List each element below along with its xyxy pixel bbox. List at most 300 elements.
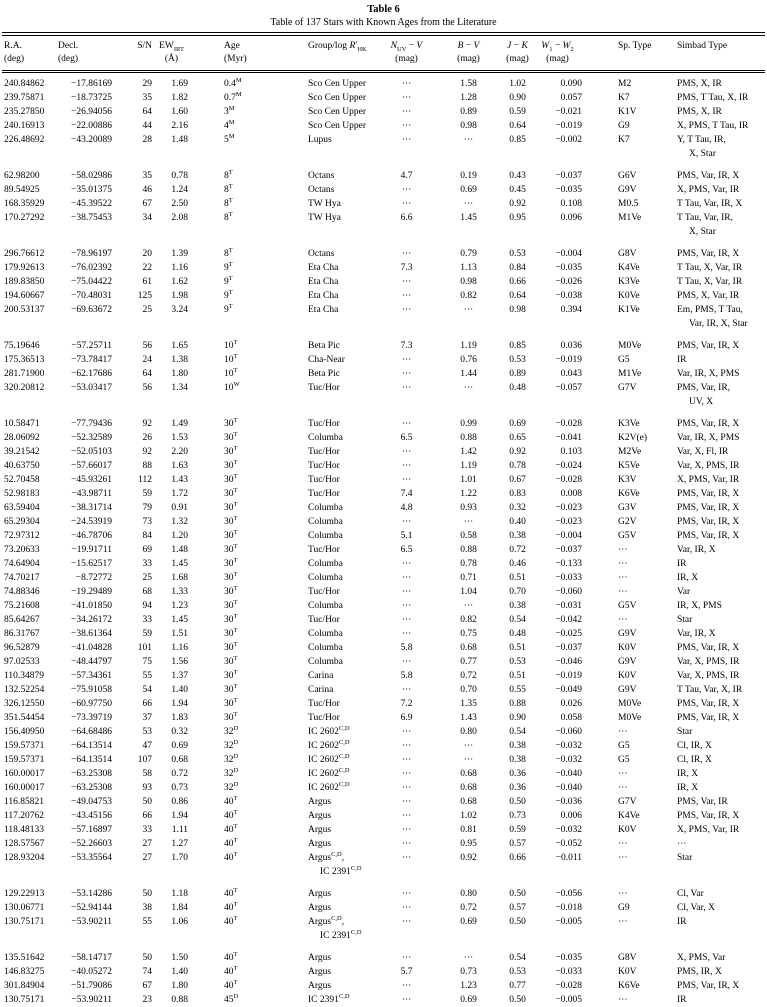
table-row (2, 367, 765, 381)
ew-irt-cell: 0.72 (154, 767, 190, 781)
ra-cell: 10.58471 (2, 417, 54, 431)
decl-cell: −18.73725 (54, 91, 114, 105)
table-row (2, 105, 765, 119)
age-cell: $8^T$ (190, 211, 254, 247)
ra-cell: 160.00017 (2, 781, 54, 795)
group-cell: Sco Cen Upper (254, 72, 372, 92)
nuv-v-cell: ⋯ (372, 851, 428, 887)
sn-cell: 34 (114, 211, 154, 247)
j-k-cell: 0.66 (484, 275, 532, 289)
col-header-decl: Decl. (deg) (54, 36, 114, 72)
w1-w2-cell: −0.005 (532, 993, 594, 1007)
b-v-cell: 1.58 (428, 72, 484, 92)
decl-cell: −75.91058 (54, 683, 114, 697)
ew-irt-cell: 1.60 (154, 105, 190, 119)
table-row (2, 739, 765, 753)
sp-type-cell: G9V (594, 183, 654, 197)
table-row (2, 711, 765, 725)
ra-cell: 159.57371 (2, 739, 54, 753)
ew-irt-cell: 1.50 (154, 951, 190, 965)
group-cell: Octans (254, 247, 372, 261)
sp-type-cell: G7V (594, 381, 654, 417)
sn-cell: 46 (114, 183, 154, 197)
decl-cell: −53.90211 (54, 915, 114, 951)
b-v-cell: 0.93 (428, 501, 484, 515)
group-cell: Tuc/Hor (254, 697, 372, 711)
decl-cell: −22.00886 (54, 119, 114, 133)
ra-cell: 97.02533 (2, 655, 54, 669)
j-k-cell: 0.54 (484, 613, 532, 627)
w1-w2-cell: −0.057 (532, 381, 594, 417)
group-cell: Sco Cen Upper (254, 91, 372, 105)
decl-cell: −57.16897 (54, 823, 114, 837)
j-k-cell: 0.36 (484, 767, 532, 781)
j-k-cell: 0.48 (484, 627, 532, 641)
j-k-cell: 0.88 (484, 697, 532, 711)
b-v-cell: 1.45 (428, 211, 484, 247)
nuv-v-cell: ⋯ (372, 837, 428, 851)
nuv-v-cell: 5.7 (372, 965, 428, 979)
j-k-cell: 0.84 (484, 261, 532, 275)
sn-cell: 74 (114, 965, 154, 979)
group-cell: TW Hya (254, 211, 372, 247)
sp-type-cell: G2V (594, 515, 654, 529)
simbad-type-cell: IR, X (654, 781, 765, 795)
ew-irt-cell: 1.40 (154, 965, 190, 979)
w1-w2-cell: −0.060 (532, 585, 594, 599)
group-cell: Cha-Near (254, 353, 372, 367)
table-row (2, 275, 765, 289)
table-row (2, 529, 765, 543)
sn-cell: 56 (114, 381, 154, 417)
decl-cell: −75.04422 (54, 275, 114, 289)
nuv-v-cell: 6.6 (372, 211, 428, 247)
j-k-cell: 0.78 (484, 459, 532, 473)
j-k-cell: 1.02 (484, 72, 532, 92)
age-cell: $8^T$ (190, 169, 254, 183)
nuv-v-cell: ⋯ (372, 823, 428, 837)
sp-type-cell: K0Ve (594, 289, 654, 303)
simbad-type-cell: IR (654, 557, 765, 571)
b-v-cell: 1.43 (428, 711, 484, 725)
sp-type-cell: K3Ve (594, 417, 654, 431)
w1-w2-cell: −0.018 (532, 901, 594, 915)
b-v-cell: 0.92 (428, 851, 484, 887)
group-cell: Argus (254, 837, 372, 851)
nuv-v-cell: 6.5 (372, 431, 428, 445)
j-k-cell: 0.92 (484, 445, 532, 459)
b-v-cell: ⋯ (428, 739, 484, 753)
decl-cell: −15.62517 (54, 557, 114, 571)
w1-w2-cell: 0.090 (532, 72, 594, 92)
b-v-cell: 0.68 (428, 641, 484, 655)
table-row (2, 72, 765, 92)
simbad-type-cell: Cl, Var, X (654, 901, 765, 915)
j-k-cell: 0.89 (484, 367, 532, 381)
decl-cell: −57.66017 (54, 459, 114, 473)
ew-irt-cell: 1.98 (154, 289, 190, 303)
ra-cell: 128.93204 (2, 851, 54, 887)
age-cell: $30^T$ (190, 711, 254, 725)
simbad-type-cell: PMS, Var, IR, X (654, 529, 765, 543)
decl-cell: −43.45156 (54, 809, 114, 823)
sn-cell: 35 (114, 169, 154, 183)
sp-type-cell: G9 (594, 901, 654, 915)
age-cell: $32^D$ (190, 739, 254, 753)
decl-cell: −63.25308 (54, 781, 114, 795)
table-row (2, 197, 765, 211)
age-cell: $32^D$ (190, 767, 254, 781)
decl-cell: −48.44797 (54, 655, 114, 669)
sn-cell: 38 (114, 901, 154, 915)
ew-irt-cell: 1.83 (154, 711, 190, 725)
simbad-type-cell: PMS, Var, IR (654, 795, 765, 809)
nuv-v-cell: 5.8 (372, 669, 428, 683)
decl-cell: −38.75453 (54, 211, 114, 247)
nuv-v-cell: 6.9 (372, 711, 428, 725)
j-k-cell: 0.90 (484, 711, 532, 725)
sn-cell: 37 (114, 711, 154, 725)
sn-cell: 55 (114, 915, 154, 951)
simbad-type-cell: PMS, Var, IR, X (654, 247, 765, 261)
decl-cell: −40.05272 (54, 965, 114, 979)
w1-w2-cell: −0.133 (532, 557, 594, 571)
decl-cell: −38.61364 (54, 627, 114, 641)
group-cell: Argus$^{C,D}$, IC $2391^{C,D}$ (254, 851, 372, 887)
simbad-type-cell: IR (654, 353, 765, 367)
b-v-cell: 0.68 (428, 781, 484, 795)
sn-cell: 84 (114, 529, 154, 543)
table-row (2, 261, 765, 275)
group-cell: Octans (254, 183, 372, 197)
b-v-cell: 0.99 (428, 417, 484, 431)
w1-w2-cell: −0.025 (532, 627, 594, 641)
age-cell: $30^T$ (190, 571, 254, 585)
j-k-cell: 0.54 (484, 725, 532, 739)
age-cell: $9^T$ (190, 261, 254, 275)
j-k-cell: 0.95 (484, 211, 532, 247)
sn-cell: 66 (114, 697, 154, 711)
simbad-type-cell: PMS, T Tau, X, IR (654, 91, 765, 105)
table-row (2, 119, 765, 133)
sp-type-cell: K4Ve (594, 809, 654, 823)
j-k-cell: 0.38 (484, 753, 532, 767)
table-row (2, 599, 765, 613)
sp-type-cell: M0Ve (594, 697, 654, 711)
w1-w2-cell: −0.023 (532, 501, 594, 515)
j-k-cell: 0.45 (484, 183, 532, 197)
ew-irt-cell: 1.62 (154, 275, 190, 289)
sp-type-cell: K0V (594, 641, 654, 655)
group-cell: Tuc/Hor (254, 585, 372, 599)
simbad-type-cell: PMS, IR, X (654, 965, 765, 979)
header-row (2, 36, 765, 72)
b-v-cell: 0.82 (428, 289, 484, 303)
w1-w2-cell: −0.026 (532, 275, 594, 289)
age-cell: $40^T$ (190, 795, 254, 809)
w1-w2-cell: −0.004 (532, 529, 594, 543)
b-v-cell: 0.19 (428, 169, 484, 183)
table-row (2, 627, 765, 641)
stars-table (2, 36, 765, 1007)
simbad-type-cell: Var, IR, X (654, 543, 765, 557)
w1-w2-cell: 0.043 (532, 367, 594, 381)
age-cell: $30^T$ (190, 417, 254, 431)
col-header-group: Group/log $R'_{HK}$ (254, 36, 372, 72)
age-cell: $30^T$ (190, 515, 254, 529)
sp-type-cell: ⋯ (594, 725, 654, 739)
ra-cell: 117.20762 (2, 809, 54, 823)
decl-cell: −41.01850 (54, 599, 114, 613)
decl-cell: −52.94144 (54, 901, 114, 915)
group-cell: Argus (254, 979, 372, 993)
w1-w2-cell: −0.028 (532, 473, 594, 487)
w1-w2-cell: 0.008 (532, 487, 594, 501)
b-v-cell: 0.71 (428, 571, 484, 585)
age-cell: $32^D$ (190, 753, 254, 767)
ra-cell: 135.51642 (2, 951, 54, 965)
w1-w2-cell: 0.058 (532, 711, 594, 725)
age-cell: $30^T$ (190, 613, 254, 627)
sp-type-cell: M1Ve (594, 211, 654, 247)
ra-cell: 189.83850 (2, 275, 54, 289)
ra-cell: 159.57371 (2, 753, 54, 767)
simbad-type-cell: PMS, Var, IR, X (654, 501, 765, 515)
sp-type-cell: K4Ve (594, 261, 654, 275)
simbad-type-cell: IR, X (654, 571, 765, 585)
w1-w2-cell: 0.036 (532, 339, 594, 353)
nuv-v-cell: ⋯ (372, 809, 428, 823)
simbad-type-cell: PMS, Var, IR, UV, X (654, 381, 765, 417)
decl-cell: −52.05103 (54, 445, 114, 459)
ra-cell: 226.48692 (2, 133, 54, 169)
w1-w2-cell: 0.057 (532, 91, 594, 105)
ra-cell: 86.31767 (2, 627, 54, 641)
simbad-type-cell: X, PMS, Var (654, 951, 765, 965)
sn-cell: 55 (114, 669, 154, 683)
simbad-type-cell: X, PMS, T Tau, IR (654, 119, 765, 133)
sn-cell: 25 (114, 303, 154, 339)
age-cell: $30^T$ (190, 655, 254, 669)
age-cell: $4^M$ (190, 119, 254, 133)
age-cell: $30^T$ (190, 529, 254, 543)
j-k-cell: 0.50 (484, 887, 532, 901)
j-k-cell: 0.65 (484, 431, 532, 445)
ra-cell: 74.88346 (2, 585, 54, 599)
decl-cell: −62.17686 (54, 367, 114, 381)
sp-type-cell: G9V (594, 627, 654, 641)
nuv-v-cell: ⋯ (372, 599, 428, 613)
sn-cell: 50 (114, 795, 154, 809)
age-cell: $40^T$ (190, 965, 254, 979)
nuv-v-cell: ⋯ (372, 683, 428, 697)
group-cell: Columba (254, 599, 372, 613)
simbad-type-cell: ⋯ (654, 837, 765, 851)
w1-w2-cell: 0.108 (532, 197, 594, 211)
w1-w2-cell: −0.035 (532, 261, 594, 275)
table-row (2, 91, 765, 105)
col-header-sn: S/N (114, 36, 154, 72)
w1-w2-cell: −0.056 (532, 887, 594, 901)
w1-w2-cell: −0.037 (532, 169, 594, 183)
sp-type-cell: M0Ve (594, 339, 654, 353)
decl-cell: −26.94056 (54, 105, 114, 119)
nuv-v-cell: 4.8 (372, 501, 428, 515)
sp-type-cell: K6Ve (594, 487, 654, 501)
nuv-v-cell: 7.2 (372, 697, 428, 711)
table-row (2, 697, 765, 711)
nuv-v-cell: 5.8 (372, 641, 428, 655)
j-k-cell: 0.69 (484, 417, 532, 431)
w1-w2-cell: −0.032 (532, 753, 594, 767)
table-row (2, 725, 765, 739)
table-row (2, 901, 765, 915)
group-cell: Argus (254, 887, 372, 901)
ra-cell: 62.98200 (2, 169, 54, 183)
ew-irt-cell: 1.70 (154, 851, 190, 887)
b-v-cell: 0.80 (428, 725, 484, 739)
table-row (2, 417, 765, 431)
sp-type-cell: ⋯ (594, 585, 654, 599)
decl-cell: −52.26603 (54, 837, 114, 851)
w1-w2-cell: −0.033 (532, 571, 594, 585)
sp-type-cell: ⋯ (594, 887, 654, 901)
nuv-v-cell: ⋯ (372, 979, 428, 993)
group-cell: Beta Pic (254, 339, 372, 353)
w1-w2-cell: −0.019 (532, 353, 594, 367)
simbad-type-cell: IR, X (654, 767, 765, 781)
decl-cell: −64.13514 (54, 739, 114, 753)
b-v-cell: 1.19 (428, 339, 484, 353)
age-cell: $3^M$ (190, 105, 254, 119)
sn-cell: 28 (114, 133, 154, 169)
ra-cell: 96.52879 (2, 641, 54, 655)
nuv-v-cell: 5.1 (372, 529, 428, 543)
ew-irt-cell: 1.33 (154, 585, 190, 599)
ew-irt-cell: 1.65 (154, 339, 190, 353)
ew-irt-cell: 1.18 (154, 887, 190, 901)
j-k-cell: 0.53 (484, 247, 532, 261)
sn-cell: 94 (114, 599, 154, 613)
table-row (2, 133, 765, 169)
j-k-cell: 0.43 (484, 169, 532, 183)
w1-w2-cell: 0.394 (532, 303, 594, 339)
table-row (2, 303, 765, 339)
age-cell: $10^W$ (190, 381, 254, 417)
group-cell: Tuc/Hor (254, 445, 372, 459)
sp-type-cell: K3Ve (594, 275, 654, 289)
ew-irt-cell: 1.38 (154, 353, 190, 367)
b-v-cell: 0.68 (428, 767, 484, 781)
age-cell: $40^T$ (190, 851, 254, 887)
w1-w2-cell: −0.035 (532, 183, 594, 197)
decl-cell: −64.68486 (54, 725, 114, 739)
col-header-nuv-v: $N_{UV} - V$ (mag) (372, 36, 428, 72)
sp-type-cell: ⋯ (594, 557, 654, 571)
age-cell: $9^T$ (190, 275, 254, 289)
simbad-type-cell: Var, X, Fl, IR (654, 445, 765, 459)
sp-type-cell: G5 (594, 753, 654, 767)
nuv-v-cell: ⋯ (372, 289, 428, 303)
ew-irt-cell: 1.16 (154, 641, 190, 655)
b-v-cell: 0.77 (428, 655, 484, 669)
sn-cell: 67 (114, 197, 154, 211)
sn-cell: 92 (114, 445, 154, 459)
simbad-type-cell: X, PMS, Var, IR (654, 823, 765, 837)
table-caption (0, 0, 767, 29)
ew-irt-cell: 1.48 (154, 543, 190, 557)
j-k-cell: 0.59 (484, 105, 532, 119)
group-cell: Columba (254, 515, 372, 529)
decl-cell: −52.32589 (54, 431, 114, 445)
group-cell: TW Hya (254, 197, 372, 211)
nuv-v-cell: ⋯ (372, 915, 428, 951)
ra-cell: 351.54454 (2, 711, 54, 725)
sn-cell: 23 (114, 993, 154, 1007)
table-row (2, 979, 765, 993)
b-v-cell: 1.42 (428, 445, 484, 459)
b-v-cell: 1.22 (428, 487, 484, 501)
b-v-cell: 1.13 (428, 261, 484, 275)
table-row (2, 585, 765, 599)
decl-cell: −76.02392 (54, 261, 114, 275)
ra-cell: 175.36513 (2, 353, 54, 367)
sp-type-cell: G8V (594, 247, 654, 261)
w1-w2-cell: −0.023 (532, 515, 594, 529)
j-k-cell: 0.67 (484, 473, 532, 487)
simbad-type-cell: PMS, X, IR (654, 72, 765, 92)
nuv-v-cell: ⋯ (372, 275, 428, 289)
age-cell: $0.4^M$ (190, 72, 254, 92)
table-row (2, 851, 765, 887)
ew-irt-cell: 1.45 (154, 557, 190, 571)
decl-cell: −45.93261 (54, 473, 114, 487)
ra-cell: 301.84904 (2, 979, 54, 993)
simbad-type-cell: PMS, Var, IR, X (654, 487, 765, 501)
table-row (2, 753, 765, 767)
ra-cell: 85.64267 (2, 613, 54, 627)
b-v-cell: ⋯ (428, 197, 484, 211)
sn-cell: 33 (114, 557, 154, 571)
simbad-type-cell: PMS, Var, IR, X (654, 339, 765, 353)
nuv-v-cell: ⋯ (372, 571, 428, 585)
b-v-cell: 0.79 (428, 247, 484, 261)
decl-cell: −69.63672 (54, 303, 114, 339)
w1-w2-cell: −0.038 (532, 289, 594, 303)
sn-cell: 47 (114, 739, 154, 753)
group-cell: Columba (254, 627, 372, 641)
w1-w2-cell: −0.049 (532, 683, 594, 697)
nuv-v-cell: ⋯ (372, 91, 428, 105)
group-cell: Columba (254, 529, 372, 543)
b-v-cell: 0.88 (428, 543, 484, 557)
simbad-type-cell: Star (654, 725, 765, 739)
nuv-v-cell: ⋯ (372, 133, 428, 169)
ra-cell: 89.54925 (2, 183, 54, 197)
j-k-cell: 0.51 (484, 669, 532, 683)
age-cell: $30^T$ (190, 669, 254, 683)
age-cell: $30^T$ (190, 627, 254, 641)
nuv-v-cell: 7.4 (372, 487, 428, 501)
b-v-cell: 0.58 (428, 529, 484, 543)
sp-type-cell: ⋯ (594, 851, 654, 887)
w1-w2-cell: −0.019 (532, 119, 594, 133)
col-header-b-v: B − V (mag) (428, 36, 484, 72)
nuv-v-cell: ⋯ (372, 72, 428, 92)
ew-irt-cell: 1.45 (154, 613, 190, 627)
simbad-type-cell: T Tau, Var, IR, X, Star (654, 211, 765, 247)
w1-w2-cell: −0.032 (532, 739, 594, 753)
